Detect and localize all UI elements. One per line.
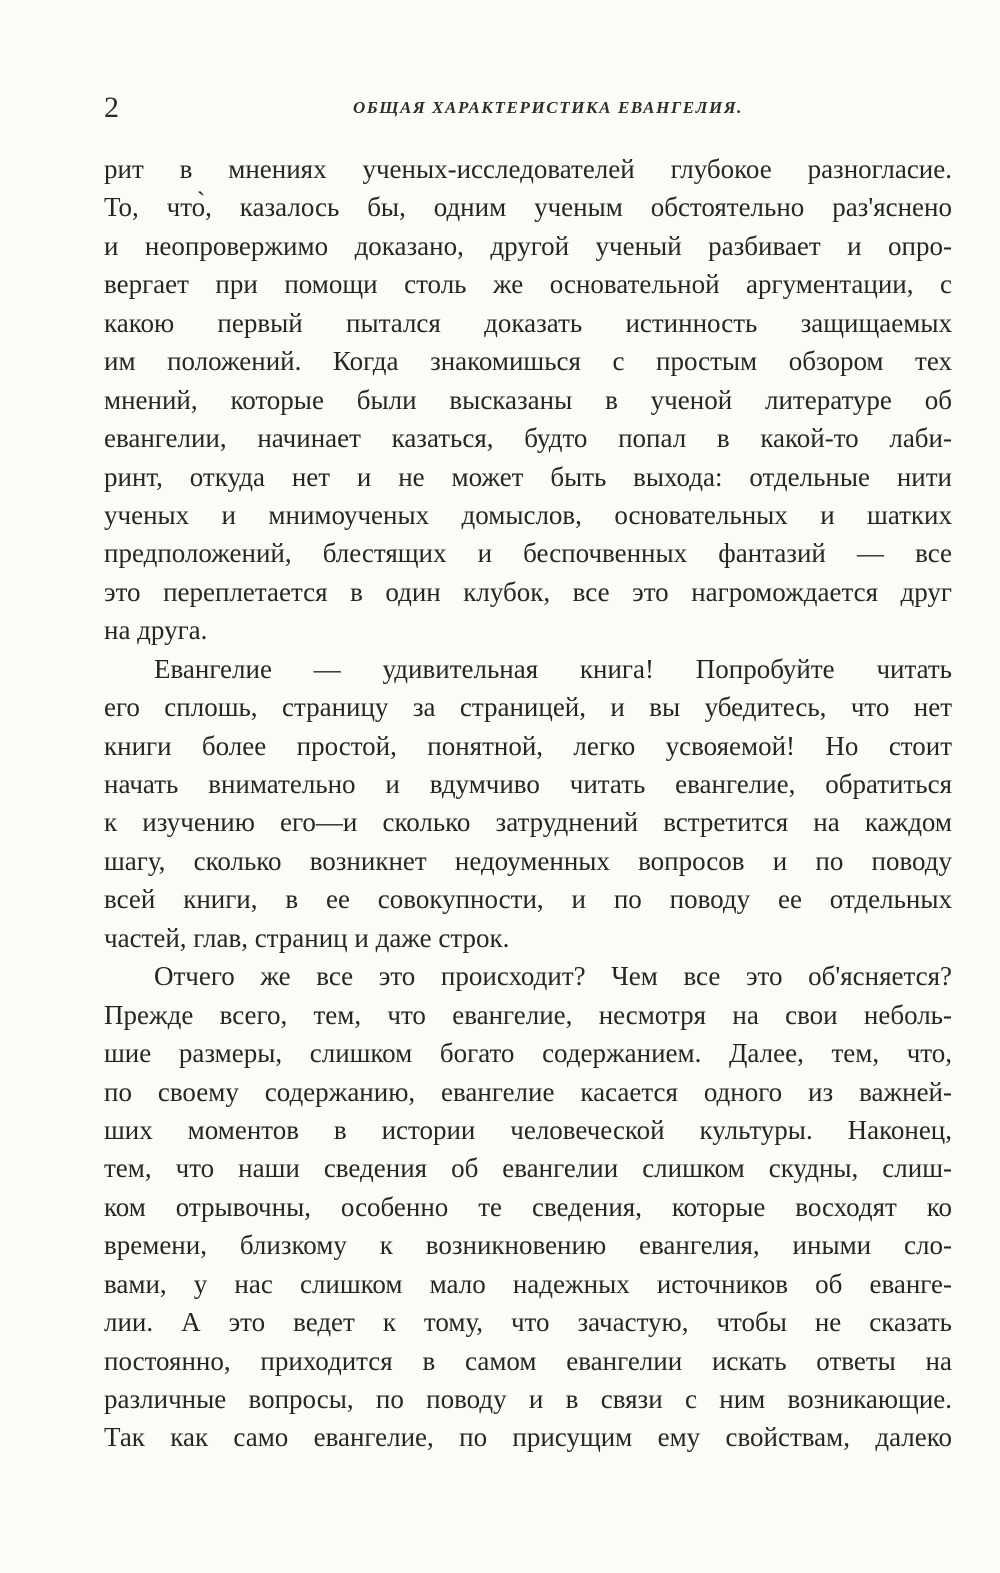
text-line: времени, близкому к возникновению евангелия, иными сло- [104, 1230, 952, 1261]
text-line: это переплетается в один клубок, все это нагромождается друг [104, 576, 952, 607]
text-line: евангелии, начинает казаться, будто попал в какой-то лаби- [104, 423, 952, 454]
text-line: на друга. [104, 615, 208, 646]
text-line: шагу, сколько возникнет недоуменных вопросов и по поводу [104, 845, 952, 876]
text-line: лии. А это ведет к тому, что зачастую, чтобы не сказать [104, 1307, 952, 1338]
text-line: его сплошь, страницу за страницей, и вы убедитесь, что нет [104, 692, 952, 723]
text-line: Так как само евангелие, по присущим ему свойствам, далеко [104, 1422, 952, 1453]
text-line: различные вопросы, по поводу и в связи с ним возникающие. [104, 1384, 952, 1414]
page-header [104, 88, 952, 128]
text-line: тем, что наши сведения об евангелии слишком скудны, слиш- [104, 1153, 952, 1184]
page-number: 2 [104, 91, 119, 124]
text-line: ком отрывочны, особенно те сведения, которые восходят ко [104, 1191, 952, 1222]
text-line: вами, у нас слишком мало надежных источников об еванге- [104, 1268, 952, 1299]
text-line: и неопровержимо доказано, другой ученый разбивает и опро- [104, 230, 952, 261]
text-line: вергает при помощи столь же основательной аргументации, с [104, 269, 952, 300]
text-line: к изучению его—и сколько затруднений встретится на каждом [104, 807, 952, 838]
text-line: постоянно, приходится в самом евангелии искать ответы на [104, 1345, 952, 1376]
text-line: Евангелие — удивительная книга! Попробуйте читать [154, 653, 952, 684]
text-line: То, что̀, казалось бы, одним ученым обстоятельно раз'яснено [104, 192, 952, 223]
text-line: ших моментов в истории человеческой культуры. Наконец, [104, 1114, 952, 1145]
text-line: мнений, которые были высказаны в ученой литературе об [104, 384, 952, 415]
text-line: всей книги, в ее совокупности, и по поводу ее отдельных [104, 884, 952, 915]
text-line: Прежде всего, тем, что евангелие, несмотря на свои неболь- [104, 999, 952, 1030]
text-line: какою первый пытался доказать истинность защищаемых [104, 307, 952, 338]
text-line: рит в мнениях ученых-исследователей глубокое разногласие. [104, 154, 952, 184]
text-line: ученых и мнимоученых домыслов, основательных и шатких [104, 499, 952, 530]
text-line: книги более простой, понятной, легко усвояемой! Но стоит [104, 730, 952, 761]
text-line: Отчего же все это происходит? Чем все это об'ясняется? [154, 961, 952, 992]
text-line: предположений, блестящих и беспочвенных фантазий — все [104, 538, 952, 569]
text-line: им положений. Когда знакомишься с простым обзором тех [104, 346, 952, 377]
text-line: ринт, откуда нет и не может быть выхода: отдельные нити [104, 461, 952, 492]
text-line: по своему содержанию, евангелие касается одного из важней- [104, 1076, 952, 1107]
text-line: шие размеры, слишком богато содержанием. Далее, тем, что, [104, 1038, 952, 1069]
text-line: частей, глав, страниц и даже строк. [104, 922, 510, 953]
text-line: начать внимательно и вдумчиво читать евангелие, обратиться [104, 769, 952, 799]
running-title: ОБЩАЯ ХАРАКТЕРИСТИКА ЕВАНГЕЛИЯ. [353, 98, 743, 117]
body-text [104, 150, 952, 1457]
